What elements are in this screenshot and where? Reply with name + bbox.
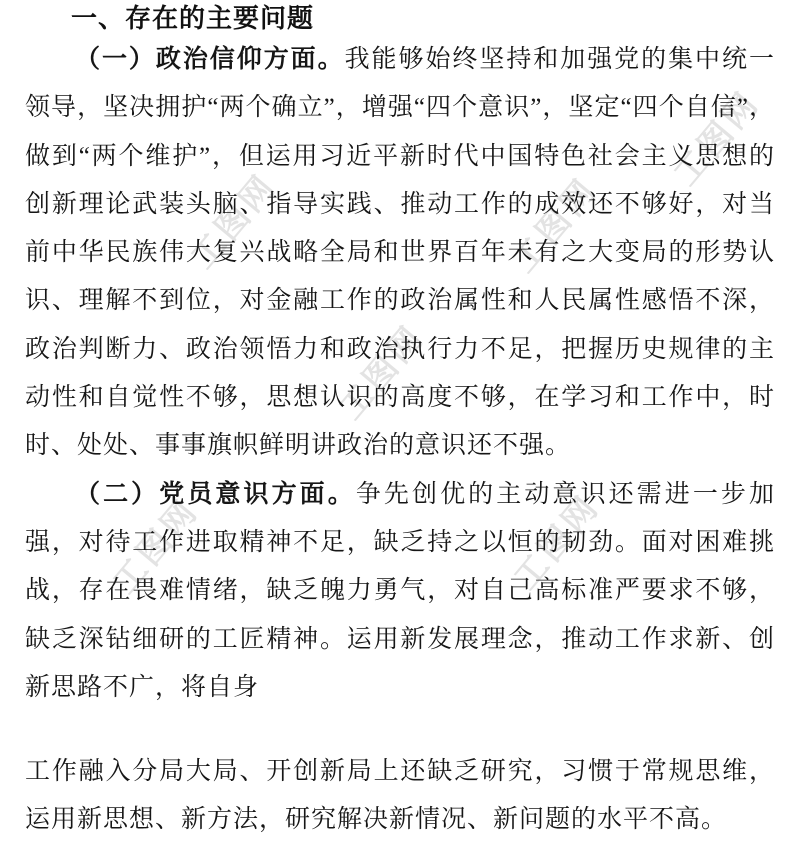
paragraph-party-member-awareness <box>25 471 775 712</box>
paragraph-lead: （二）党员意识方面。 <box>75 480 356 508</box>
watermark: 工图网 <box>666 83 767 193</box>
watermark: 工图网 <box>504 170 605 280</box>
watermark: 工图网 <box>506 487 607 597</box>
watermark: 工图网 <box>105 491 206 601</box>
paragraph-political-belief <box>25 36 775 471</box>
paragraph-lead: （一）政治信仰方面。 <box>75 46 345 73</box>
paragraph-body: 争先创优的主动意识还需进一步加强，对待工作进取精神不足，缺乏持之以恒的韧劲。面对困难挑战，存在畏难情绪，缺乏魄力勇气，对自己高标准严要求不够，缺乏深钻细研的工匠精神。运用新发展理念，推动工作求新、创新思路不广，将自身 <box>25 480 775 701</box>
section-heading: 一、存在的主要问题 <box>71 3 315 33</box>
watermark: 工图网 <box>331 317 432 427</box>
paragraph-party-member-awareness-continued: 工作融入分局大局、开创新局上还缺乏研究，习惯于常规思维，运用新思想、新方法，研究解决新情况、新问题的水平不高。 <box>25 758 775 834</box>
watermark: 工图网 <box>183 166 284 276</box>
paragraph-body: 我能够始终坚持和加强党的集中统一领导，坚决拥护“两个确立”，增强“四个意识”，坚定“四个自信”，做到“两个维护”，但运用习近平新时代中国特色社会主义思想的创新理论武装头脑、指导实践、推动工作的成效还不够好，对当前中华民族伟大复兴战略全局和世界百年未有之大变局的形势认识、理解不到位，对金融工作的政治属性和人民属性感悟不深，政治判断力、政治领悟力和政治执行力不足，把握历史规律的主动性和自觉性不够，思想认识的高度不够，在学习和工作中，时时、处处、事事旗帜鲜明讲政治的意识还不强。 <box>25 46 775 460</box>
